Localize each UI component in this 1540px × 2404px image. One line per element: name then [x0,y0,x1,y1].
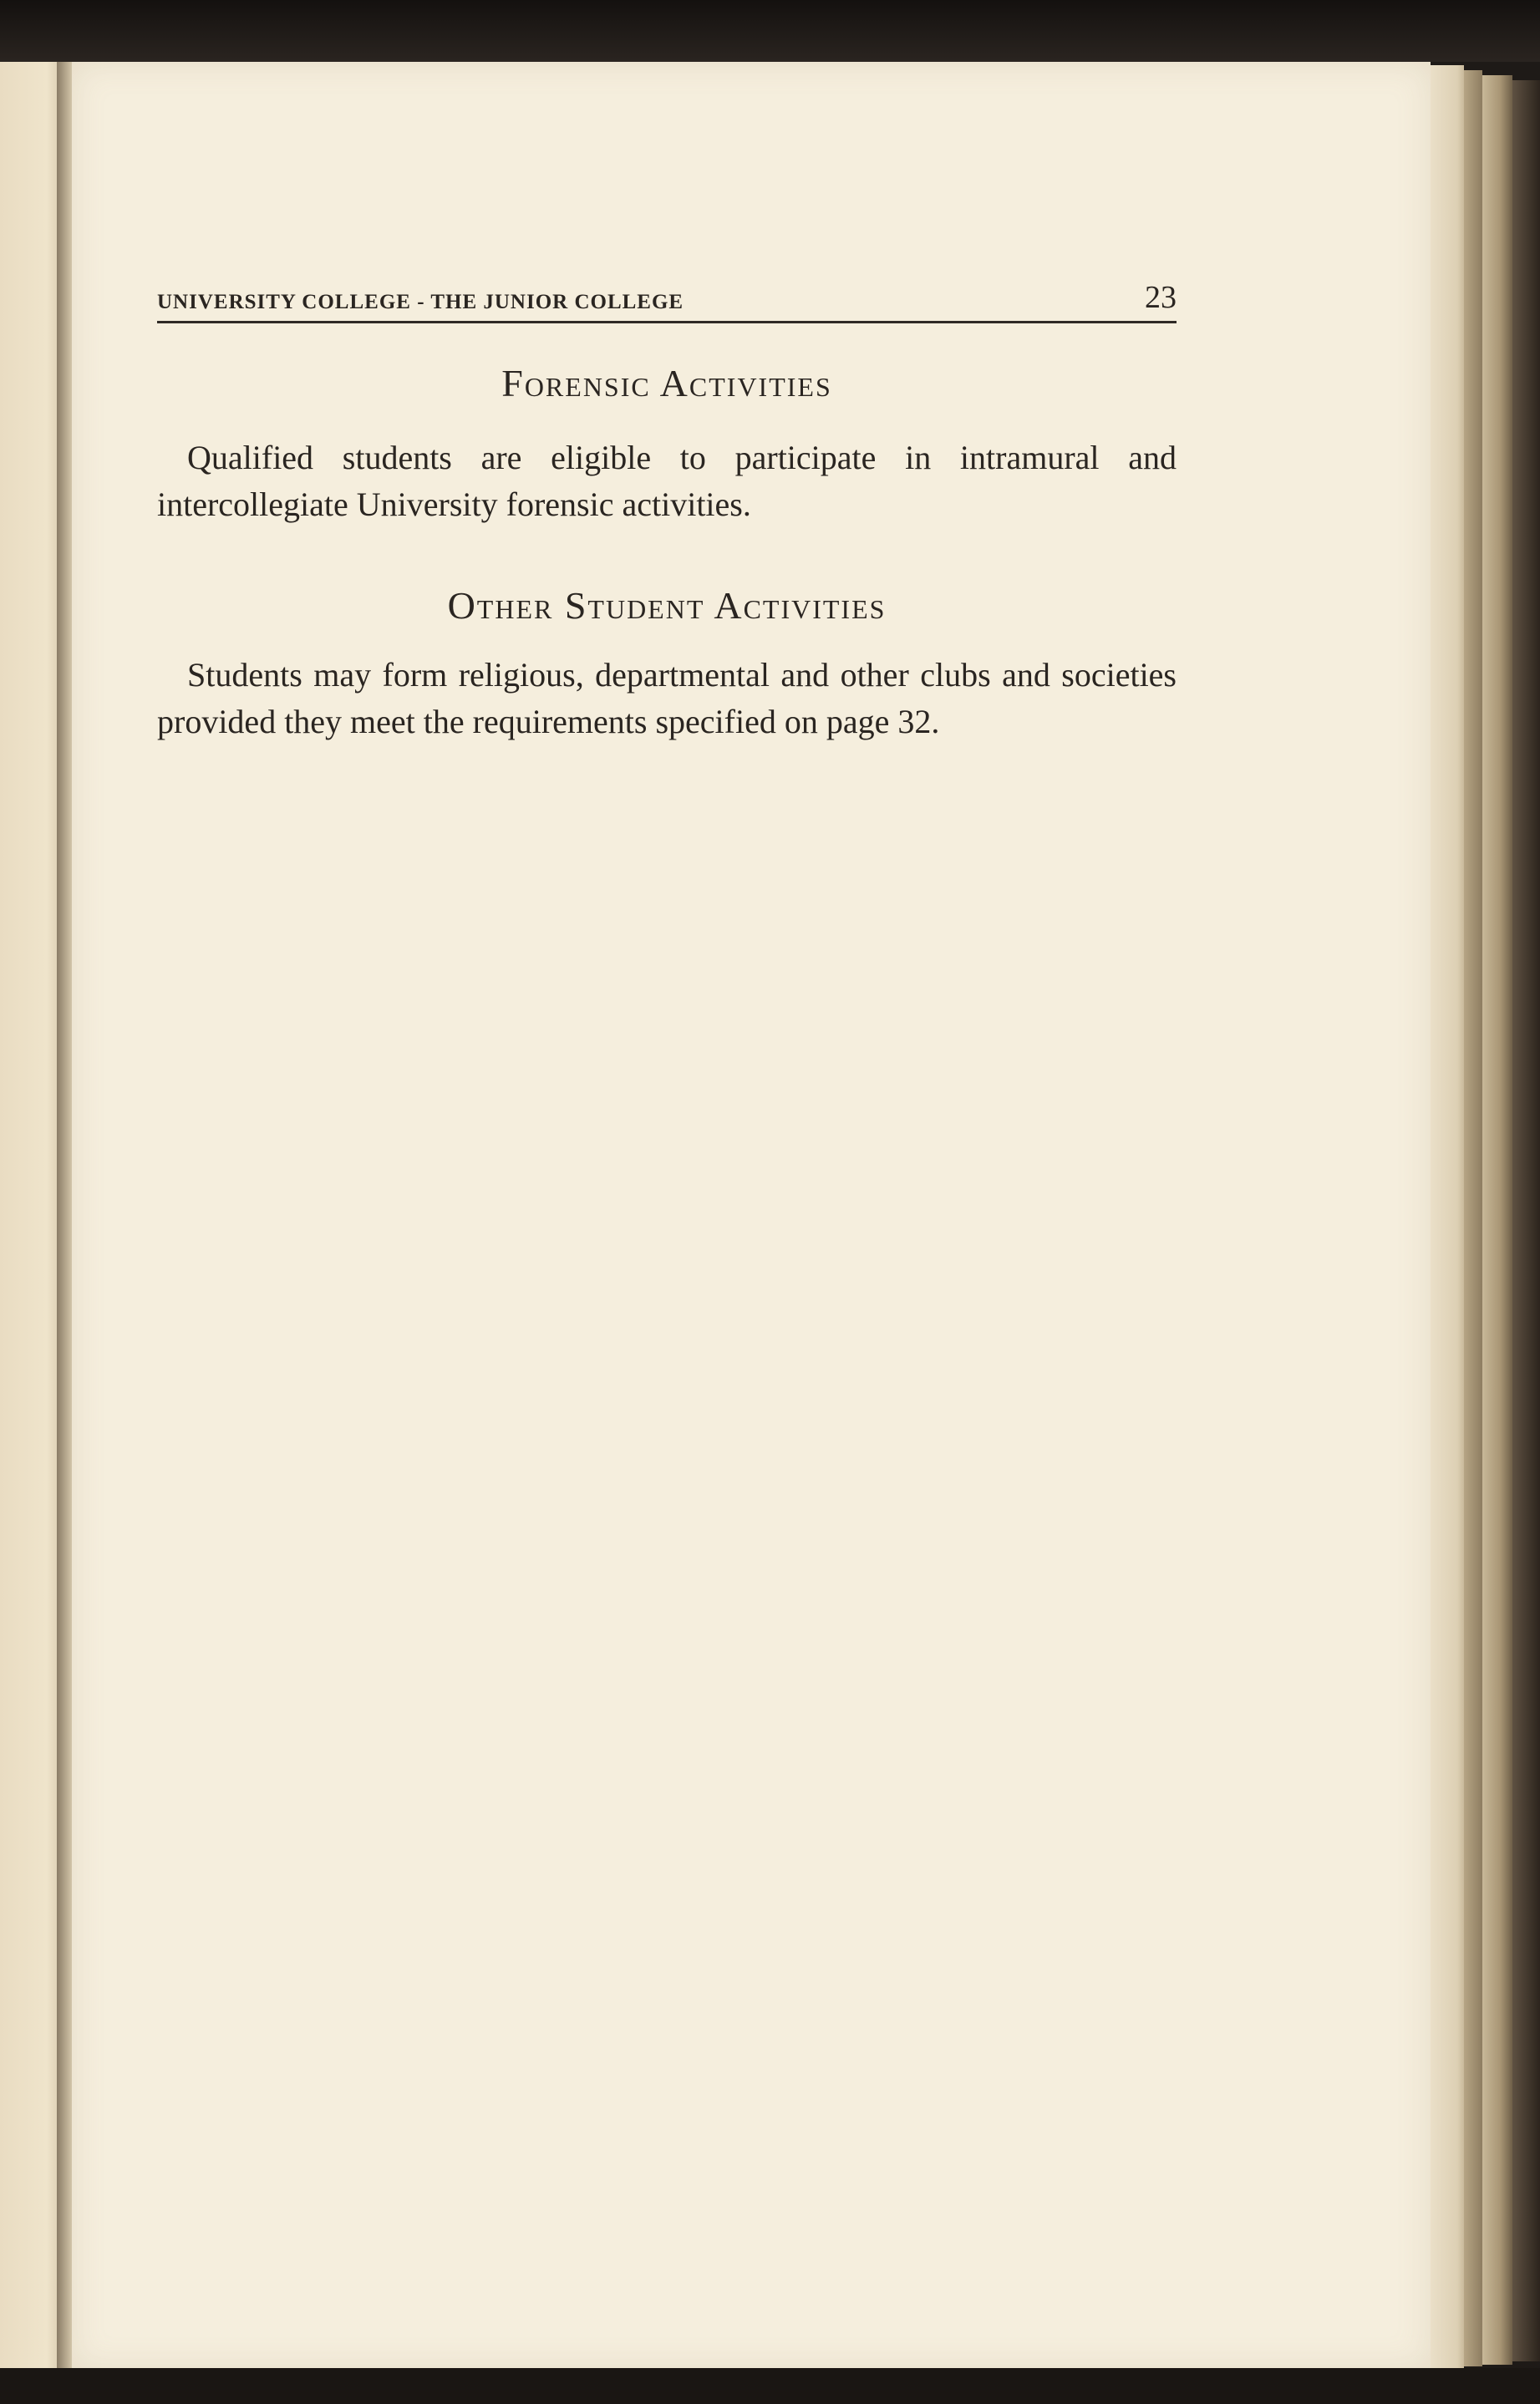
page-edge [1482,75,1512,2365]
binding-bottom [0,2368,1540,2404]
section-heading-other: Other Student Activities [447,584,887,627]
running-head [157,281,1177,323]
section-body-other: Students may form religious, departmental and other clubs and societies provided they meet the requirements specified on page 32. [157,656,1177,740]
running-head-title: UNIVERSITY COLLEGE - THE JUNIOR COLLEGE [157,291,684,313]
cover-edge [1512,80,1540,2361]
section-heading-forensic: Forensic Activities [501,362,832,404]
binding-top [0,0,1540,62]
page-number: 23 [1145,280,1177,315]
book-page [72,62,1431,2370]
page-edge [1464,70,1482,2366]
page-edge [1431,65,1464,2368]
section-body-forensic: Qualified students are eligible to participate in intramural and intercollegiate University forensic activities. [157,439,1177,523]
